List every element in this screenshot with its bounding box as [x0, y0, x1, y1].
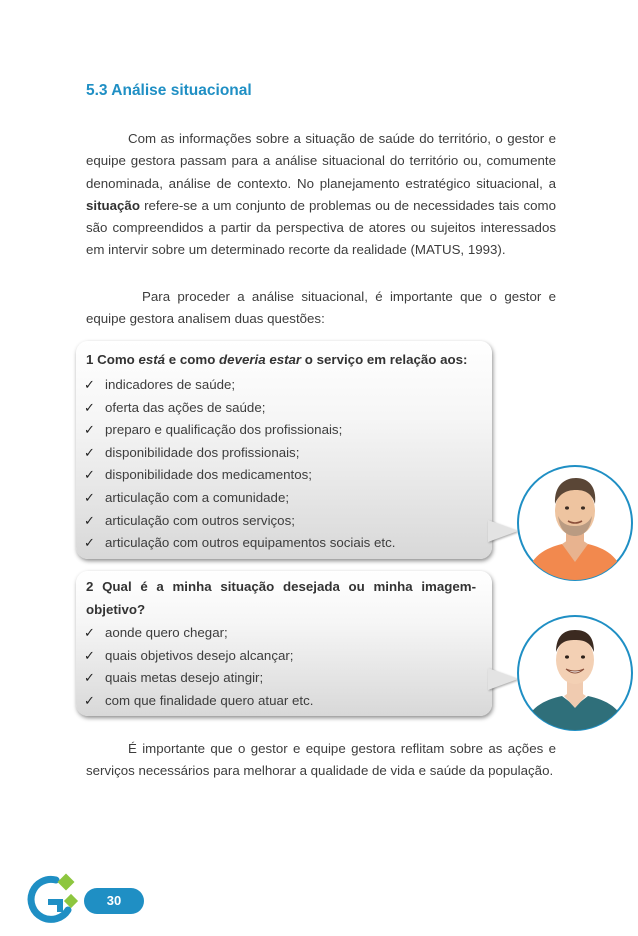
paragraph-questoes: [86, 286, 556, 331]
question-1-prefix: 1 Como: [86, 352, 139, 367]
list-item: [84, 419, 395, 442]
checkmark-icon: ✓: [84, 422, 95, 438]
question-1-suffix: o serviço em relação aos:: [301, 352, 468, 367]
list-item: [84, 510, 395, 533]
list-item: [84, 464, 395, 487]
paragraph-text-end: refere-se a um conjunto de problemas ou de necessidades tais como são compreendidos a partir da perspectiva de atores ou sujeitos interessados em intervir sobre um determinado recorte da realidade (MATUS, 1993).: [86, 197, 556, 258]
avatar-orange-shirt-illustration: [516, 464, 634, 582]
speech-bubble-tail-2: [488, 668, 518, 690]
question-2-heading: 2 Qual é a minha situação desejada ou minha imagem-objetivo?: [86, 579, 476, 617]
checkmark-icon: ✓: [84, 399, 95, 415]
paragraph-conclusao: [86, 738, 556, 783]
checkmark-icon: ✓: [84, 377, 95, 392]
question-1-mid: e como: [165, 352, 220, 367]
question-1-italic-esta: está: [138, 352, 166, 367]
question-1-heading: [86, 349, 467, 372]
list-item: [84, 532, 395, 555]
checkmark-icon: ✓: [84, 535, 95, 551]
list-item-text: oferta das ações de saúde;: [105, 399, 266, 415]
question-1-italic-deveria: deveria estar: [219, 352, 302, 367]
list-item: [84, 622, 313, 645]
list-item-text: indicadores de saúde;: [105, 377, 236, 392]
list-item: [84, 667, 313, 690]
checkmark-icon: ✓: [84, 489, 95, 505]
list-item-text: articulação com outros equipamentos sociais etc.: [105, 535, 396, 551]
list-item-text: disponibilidade dos profissionais;: [105, 444, 300, 460]
list-item-text: com que finalidade quero atuar etc.: [105, 692, 314, 708]
checkmark-icon: ✓: [84, 692, 95, 708]
page-number-badge: 30: [84, 888, 144, 914]
checkmark-icon: ✓: [84, 444, 95, 460]
gestor-logo-icon: [26, 872, 84, 924]
list-item-text: quais objetivos desejo alcançar;: [105, 647, 294, 663]
list-item: [84, 397, 395, 420]
list-item-text: articulação com outros serviços;: [105, 512, 295, 528]
list-item: [84, 645, 313, 668]
checkmark-icon: ✓: [84, 670, 95, 686]
list-item-text: aonde quero chegar;: [105, 625, 228, 640]
list-item-text: quais metas desejo atingir;: [105, 670, 264, 686]
question-2-checklist: [84, 622, 313, 712]
avatar-teal-shirt-illustration: [516, 614, 634, 732]
list-item-text: preparo e qualificação dos profissionais;: [105, 422, 343, 438]
list-item-text: articulação com a comunidade;: [105, 489, 290, 505]
list-item: [84, 442, 395, 465]
speech-bubble-tail-1: [488, 520, 518, 542]
question-1-checklist: [84, 374, 395, 555]
paragraph-conclusao-text: É importante que o gestor e equipe gestora reflitam sobre as ações e serviços necessários para melhorar a qualidade de vida e saúde da população.: [86, 741, 556, 779]
list-item: [84, 374, 395, 397]
checkmark-icon: ✓: [84, 647, 95, 663]
paragraph-situacao: [86, 128, 556, 262]
paragraph-questoes-text: Para proceder a análise situacional, é importante que o gestor e equipe gestora analisem duas questões:: [86, 289, 556, 327]
paragraph-text-start: Com as informações sobre a situação de saúde do território, o gestor e equipe gestora passam para a análise situacional do território ou, comumente denominada, análise de contexto. No planejamento estratégico situacional, a: [86, 131, 556, 191]
section-title: 5.3 Análise situacional: [86, 82, 252, 99]
list-item: [84, 690, 313, 713]
checkmark-icon: ✓: [84, 512, 95, 528]
bold-term-situacao: situação: [86, 197, 140, 213]
checkmark-icon: ✓: [84, 625, 95, 640]
list-item: [84, 487, 395, 510]
list-item-text: disponibilidade dos medicamentos;: [105, 467, 312, 483]
checkmark-icon: ✓: [84, 467, 95, 483]
